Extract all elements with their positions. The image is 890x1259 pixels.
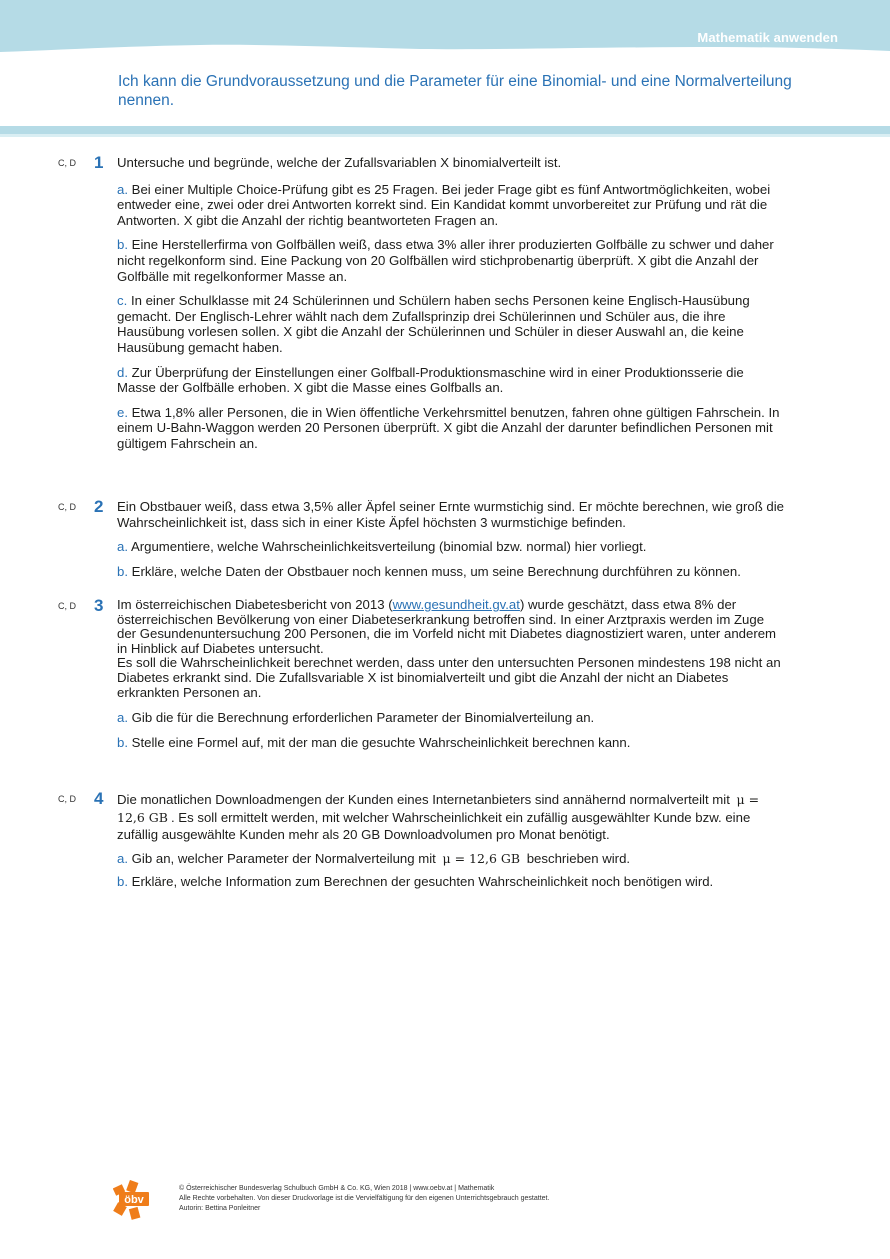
series-title: Mathematik anwenden: [697, 30, 838, 45]
mu-formula: μ = 12,6 GB: [117, 792, 760, 825]
subtask-a: [117, 710, 785, 726]
divider-bar: [0, 126, 890, 134]
subtask-letter: a.: [117, 539, 128, 555]
subtask-letter: a.: [117, 710, 128, 726]
footer: [113, 1180, 713, 1224]
subtask-b: [117, 564, 785, 580]
intro-text: Im österreichischen Diabetesbericht von 2013 (: [117, 597, 393, 612]
subtask-letter: a.: [117, 850, 128, 866]
intro-text: Die monatlichen Downloadmengen der Kunden eines Internetanbieters sind annähernd normalverteilt mit: [117, 792, 730, 807]
rights-line: Alle Rechte vorbehalten. Von dieser Druckvorlage ist die Vervielfältigung für den eigenen Unterrichtsgebrauch gestattet.: [179, 1195, 550, 1202]
task-body: [117, 155, 785, 452]
task-number: 3: [94, 596, 104, 615]
mu-formula: μ = 12,6 GB: [442, 850, 521, 866]
copyright-line: © Österreichischer Bundesverlag Schulbuch GmbH & Co. KG, Wien 2018 | www.oebv.at | Mathematik: [179, 1185, 495, 1192]
subtask-text: Etwa 1,8% aller Personen, die in Wien öffentliche Verkehrsmittel benutzen, fahren ohne gültigen Fahrschein. In einem U-Bahn-Waggon werden 20 Personen überprüft. X gibt die Anzahl der darunter befindlichen Personen mit gültigem Fahrschein an.: [117, 404, 780, 451]
subtask-text: Gib die für die Berechnung erforderlichen Parameter der Binomialverteilung an.: [131, 710, 595, 726]
task-number: 4: [94, 789, 104, 808]
subtask-letter: b.: [117, 237, 128, 253]
svg-text:öbv: öbv: [124, 1194, 144, 1206]
subtask-a: [117, 182, 785, 229]
subtask-letter: b.: [117, 563, 128, 579]
section-divider: [0, 126, 890, 138]
subtask-d: [117, 365, 785, 396]
subtask-text: Eine Herstellerfirma von Golfbällen weiß, dass etwa 3% aller ihrer produzierten Golfbälle zu schwer und daher nicht regelkonform sind. Eine Packung von 20 Golfbällen wird stichprobenartig überprüft. X gibt die Anzahl der Golfbälle mit regelkonformer Masse an.: [117, 237, 774, 284]
subtask-letter: c.: [117, 293, 128, 309]
subtask-text: Erkläre, welche Information zum Berechnen der gesuchten Wahrscheinlichkeit noch benötigen wird.: [131, 874, 714, 889]
task-intro: [117, 598, 785, 656]
footer-text: [179, 1184, 549, 1214]
gesundheit-link[interactable]: www.gesundheit.gv.at: [392, 597, 520, 612]
subtask-a: [117, 850, 785, 868]
subtask-b: [117, 735, 785, 751]
subtask-e: [117, 405, 785, 452]
competency-tag: C, D: [58, 794, 76, 804]
task-body: [117, 598, 785, 750]
competency-tag: C, D: [58, 601, 76, 611]
subtask-c: [117, 293, 785, 355]
subtask-a: [117, 539, 785, 555]
subtask-text: Zur Überprüfung der Einstellungen einer Golfball-Produktionsmaschine wird in einer Produktionsserie die Masse der Golfbälle erhoben. X gibt die Masse eines Golfballs an.: [117, 364, 744, 396]
subtask-text: beschrieben wird.: [526, 850, 631, 866]
task-body: [117, 791, 785, 891]
task-intro: Ein Obstbauer weiß, dass etwa 3,5% aller Äpfel seiner Ernte wurmstichig sind. Er möchte berechnen, wie groß die Wahrscheinlichkeit ist, dass sich in einer Kiste Äpfel höchsten 3 wurmstichige befinden.: [117, 499, 785, 530]
competency-tag: C, D: [58, 502, 76, 512]
subtask-text: Argumentiere, welche Wahrscheinlichkeitsverteilung (binomial bzw. normal) hier vorliegt.: [130, 539, 647, 555]
subtask-letter: d.: [117, 364, 128, 380]
subtask-letter: a.: [117, 181, 128, 197]
subtask-letter: b.: [117, 734, 128, 750]
author-line: Autorin: Bettina Ponleitner: [179, 1205, 261, 1212]
task-body: [117, 499, 785, 579]
task-intro: Untersuche und begründe, welche der Zufallsvariablen X binomialverteilt ist.: [117, 155, 562, 170]
subtask-text: In einer Schulklasse mit 24 Schülerinnen und Schülern haben sechs Personen keine Englisch-Hausübung gemacht. Der Englisch-Lehrer wählt nach dem Zufallsprinzip drei Schülerinnen und Schüler aus, die ihre Hausübung vorlesen sollen. X gibt die Anzahl der Schülerinnen und Schüler in dieser Auswahl an, die keine Hausübung gemacht haben.: [117, 293, 750, 355]
task-intro: [117, 791, 785, 844]
subtask-text: Gib an, welcher Parameter der Normalverteilung mit: [131, 850, 436, 866]
subtask-letter: b.: [117, 874, 128, 889]
learning-objective: Ich kann die Grundvoraussetzung und die Parameter für eine Binomial- und eine Normalverteilung nennen.: [118, 73, 792, 109]
oebv-logo-icon: [113, 1180, 153, 1220]
subtask-b: [117, 873, 785, 891]
competency-tag: C, D: [58, 158, 76, 168]
subtask-b: [117, 237, 785, 284]
subtask-text: Stelle eine Formel auf, mit der man die gesuchte Wahrscheinlichkeit berechnen kann.: [131, 734, 631, 750]
subtask-letter: e.: [117, 404, 128, 420]
task-number: 2: [94, 497, 104, 516]
divider-bar-light: [0, 134, 890, 137]
subtask-text: Bei einer Multiple Choice-Prüfung gibt es 25 Fragen. Bei jeder Frage gibt es fünf Antwortmöglichkeiten, wobei entweder eine, zwei oder drei Antworten korrekt sind. Ein Kandidat kommt unvorbereitet zur Prüfung und rät die Antworten. X gibt die Anzahl der richtig beantworteten Fragen an.: [117, 181, 771, 228]
task-number: 1: [94, 153, 104, 172]
intro-text: ) wurde geschätzt, dass etwa 8% der österreichischen Bevölkerung von einer Diabeteserkrankung betroffen sind. In einer Arztpraxis werden im Zuge der Gesundenuntersuchung 200 Personen, die im Vorfeld nicht mit Diabetes diagnostiziert waren, unter anderem in Hinblick auf Diabetes untersucht.: [117, 597, 777, 656]
subtask-text: Erkläre, welche Daten der Obstbauer noch kennen muss, um seine Berechnung durchführen zu können.: [131, 563, 741, 579]
task-intro-second: Es soll die Wahrscheinlichkeit berechnet werden, dass unter den untersuchten Personen mindestens 198 nicht an Diabetes erkrankt sind. Die Zufallsvariable X ist binomialverteilt und gibt die Anzahl der nicht an Diabetes erkrankten Personen an.: [117, 655, 781, 700]
intro-text: . Es soll ermittelt werden, mit welcher Wahrscheinlichkeit ein zufällig ausgewählter Kunde bzw. eine zufällig ausgewählte Kunden mehr als 20 GB Downloadvolumen pro Monat benötigt.: [117, 809, 751, 842]
